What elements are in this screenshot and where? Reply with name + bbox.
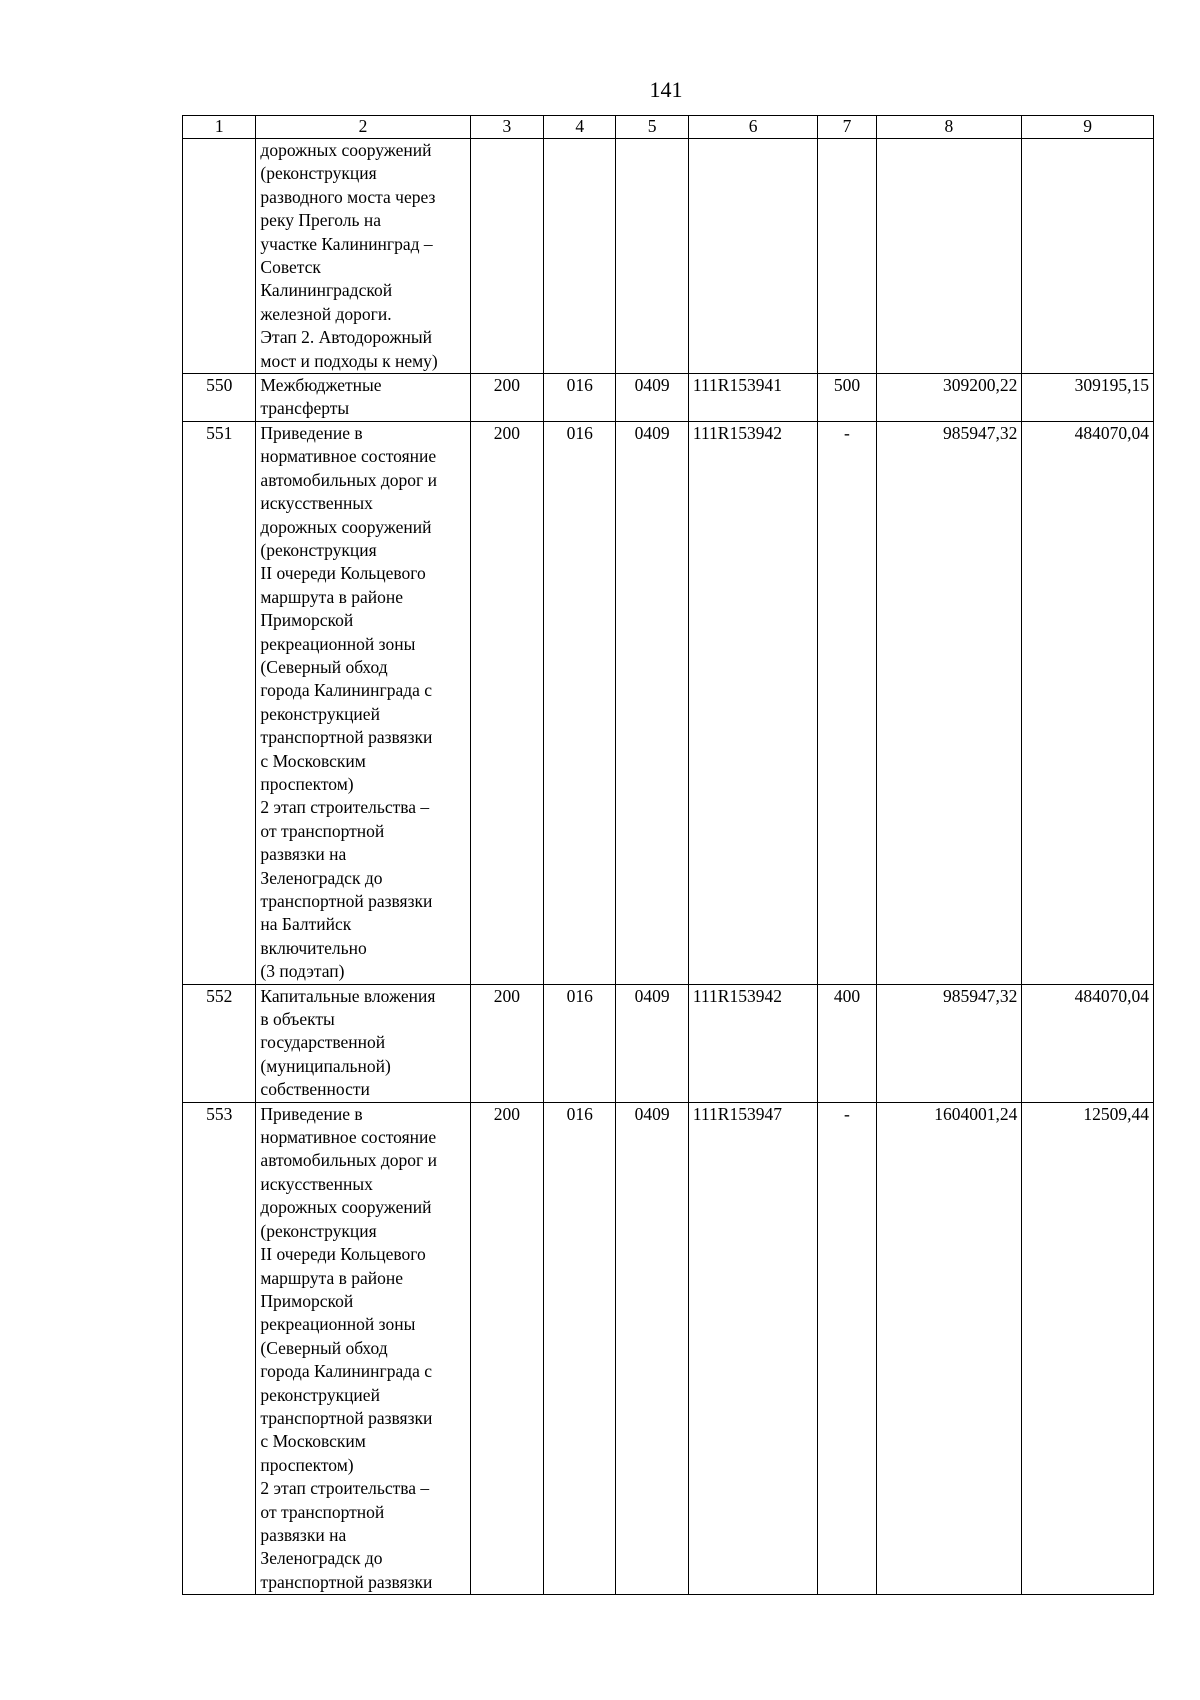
column-header: 7 — [818, 116, 876, 139]
description-line: искусственных — [260, 493, 373, 514]
description-line: трансферты — [260, 398, 350, 419]
description-line: Этап 2. Автодорожный — [260, 327, 433, 348]
amount-column-8-cell: 309200,22 — [876, 374, 1022, 422]
description-line: нормативное состояние — [260, 1127, 437, 1148]
target-article-code-cell: 111R153947 — [688, 1102, 818, 1595]
description-line: дорожных сооружений — [260, 1197, 432, 1218]
description-line: II очереди Кольцевого — [260, 563, 426, 584]
amount-column-9-cell: 484070,04 — [1022, 984, 1154, 1102]
column-header: 2 — [256, 116, 470, 139]
row-number-cell: 551 — [183, 421, 256, 984]
description-cell — [256, 984, 470, 1102]
description-line: рекреационной зоны — [260, 1314, 416, 1335]
description-cell — [256, 139, 470, 374]
amount-column-8-cell: 1604001,24 — [876, 1102, 1022, 1595]
description-line: транспортной развязки — [260, 1571, 433, 1592]
target-article-code-cell — [688, 139, 818, 374]
table-row — [183, 139, 1154, 374]
column-header: 8 — [876, 116, 1022, 139]
expense-type-cell: 500 — [818, 374, 876, 422]
description-cell — [256, 1102, 470, 1595]
column-header: 4 — [544, 116, 616, 139]
column-header: 1 — [183, 116, 256, 139]
description-line: проспектом) — [260, 1454, 354, 1475]
description-line: (реконструкция — [260, 163, 377, 184]
amount-column-8-cell: 985947,32 — [876, 984, 1022, 1102]
expense-type-cell: - — [818, 1102, 876, 1595]
column-4-cell — [544, 139, 616, 374]
description-line: Приморской — [260, 1290, 354, 1311]
expense-type-cell: 400 — [818, 984, 876, 1102]
table-body — [183, 139, 1154, 1595]
description-line: с Московским — [260, 750, 366, 771]
amount-column-9-cell: 309195,15 — [1022, 374, 1154, 422]
description-line: Приведение в — [260, 1103, 363, 1124]
column-5-cell: 0409 — [616, 374, 688, 422]
description-line: развязки на — [260, 844, 347, 865]
description-line: транспортной развязки — [260, 727, 433, 748]
column-4-cell: 016 — [544, 984, 616, 1102]
table-row — [183, 1102, 1154, 1595]
description-line: Калининградской — [260, 280, 393, 301]
description-line: реконструкцией — [260, 1384, 380, 1405]
row-number-cell: 552 — [183, 984, 256, 1102]
column-5-cell: 0409 — [616, 984, 688, 1102]
description-line: мост и подходы к нему) — [260, 350, 438, 371]
description-line: города Калининграда с — [260, 680, 433, 701]
row-number-cell: 553 — [183, 1102, 256, 1595]
description-line: рекреационной зоны — [260, 633, 416, 654]
description-line: (3 подэтап) — [260, 961, 345, 982]
amount-column-9-cell — [1022, 139, 1154, 374]
page-number: 141 — [649, 77, 683, 102]
target-article-code-cell: 111R153942 — [688, 984, 818, 1102]
column-5-cell: 0409 — [616, 421, 688, 984]
description-line: города Калининграда с — [260, 1361, 433, 1382]
description-line: государственной — [260, 1032, 386, 1053]
description-line: реконструкцией — [260, 703, 380, 724]
description-line: (Северный обход — [260, 656, 388, 677]
column-header: 3 — [470, 116, 543, 139]
description-line: (Северный обход — [260, 1337, 388, 1358]
description-line: от транспортной — [260, 1501, 385, 1522]
description-line: на Балтийск — [260, 914, 352, 935]
description-line: II очереди Кольцевого — [260, 1244, 426, 1265]
description-cell — [256, 374, 470, 422]
expense-type-cell — [818, 139, 876, 374]
row-number-cell: 550 — [183, 374, 256, 422]
description-line: маршрута в районе — [260, 1267, 404, 1288]
amount-column-8-cell: 985947,32 — [876, 421, 1022, 984]
description-line: Межбюджетные — [260, 375, 382, 396]
description-line: развязки на — [260, 1524, 347, 1545]
amount-column-8-cell — [876, 139, 1022, 374]
description-line: проспектом) — [260, 773, 354, 794]
column-3-cell: 200 — [470, 1102, 543, 1595]
description-line: Приведение в — [260, 422, 363, 443]
column-3-cell: 200 — [470, 374, 543, 422]
description-line: дорожных сооружений — [260, 140, 432, 160]
column-4-cell: 016 — [544, 1102, 616, 1595]
description-line: собственности — [260, 1079, 370, 1100]
description-line: дорожных сооружений — [260, 516, 432, 537]
column-4-cell: 016 — [544, 374, 616, 422]
column-4-cell: 016 — [544, 421, 616, 984]
description-line: нормативное состояние — [260, 446, 437, 467]
description-line: Приморской — [260, 610, 354, 631]
description-line: включительно — [260, 937, 367, 958]
description-line: автомобильных дорог и — [260, 469, 437, 490]
amount-column-9-cell: 484070,04 — [1022, 421, 1154, 984]
target-article-code-cell: 111R153942 — [688, 421, 818, 984]
row-number-cell — [183, 139, 256, 374]
description-cell — [256, 421, 470, 984]
description-line: маршрута в районе — [260, 586, 404, 607]
description-line: Советск — [260, 257, 321, 278]
description-line: (реконструкция — [260, 1220, 377, 1241]
description-line: Зеленоградск до — [260, 1548, 383, 1569]
column-5-cell — [616, 139, 688, 374]
column-3-cell: 200 — [470, 984, 543, 1102]
description-line: 2 этап строительства – — [260, 1478, 430, 1499]
column-5-cell: 0409 — [616, 1102, 688, 1595]
description-line: участке Калининград – — [260, 233, 433, 254]
table-row — [183, 421, 1154, 984]
description-line: разводного моста через — [260, 186, 436, 207]
description-line: в объекты — [260, 1009, 335, 1030]
description-line: транспортной развязки — [260, 1407, 433, 1428]
column-header: 6 — [688, 116, 818, 139]
column-3-cell — [470, 139, 543, 374]
table-row — [183, 984, 1154, 1102]
target-article-code-cell: 111R153941 — [688, 374, 818, 422]
description-line: транспортной развязки — [260, 891, 433, 911]
column-header-row — [183, 116, 1154, 139]
description-line: от транспортной — [260, 820, 385, 841]
description-line: железной дороги. — [260, 303, 392, 324]
column-3-cell: 200 — [470, 421, 543, 984]
expense-type-cell: - — [818, 421, 876, 984]
description-line: реку Преголь на — [260, 210, 381, 231]
amount-column-9-cell: 12509,44 — [1022, 1102, 1154, 1595]
description-line: Зеленоградск до — [260, 867, 383, 888]
column-header: 5 — [616, 116, 688, 139]
description-line: (муниципальной) — [260, 1055, 391, 1076]
description-line: автомобильных дорог и — [260, 1150, 437, 1171]
description-line: Капитальные вложения — [260, 985, 436, 1006]
budget-table — [182, 115, 1154, 1595]
column-header: 9 — [1022, 116, 1154, 139]
description-line: искусственных — [260, 1173, 373, 1194]
description-line: 2 этап строительства – — [260, 797, 430, 818]
description-line: с Московским — [260, 1431, 366, 1452]
description-line: (реконструкция — [260, 539, 377, 560]
table-row — [183, 374, 1154, 422]
